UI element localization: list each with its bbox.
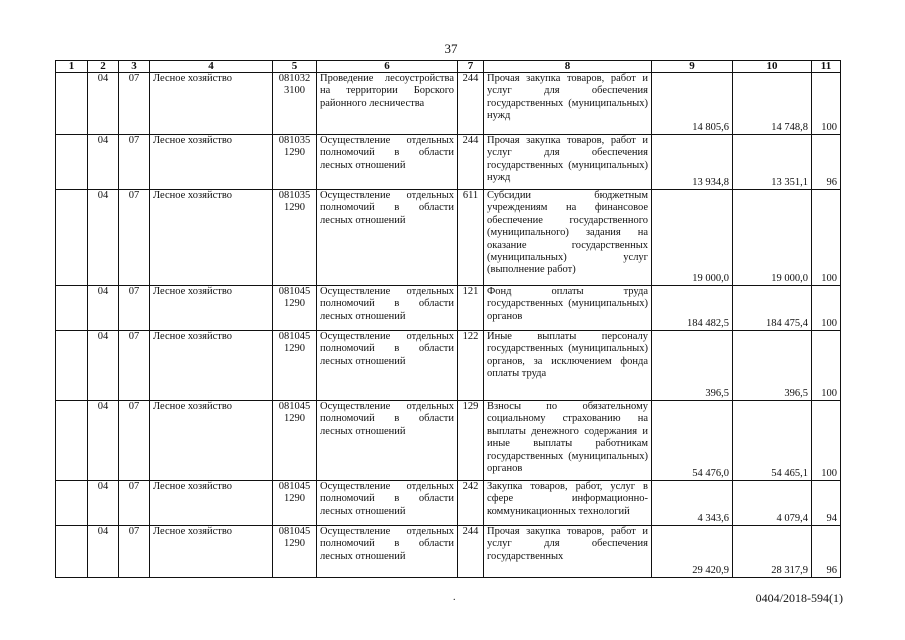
header-row bbox=[56, 61, 841, 73]
header-col-7: 7 bbox=[458, 61, 484, 73]
cell-expense-type: 242 bbox=[458, 481, 484, 526]
cell-target-name: Осуществление отдельных полномочий в области лесных отношений bbox=[317, 401, 458, 481]
cell-percent: 100 bbox=[812, 190, 841, 286]
header-col-4: 4 bbox=[150, 61, 273, 73]
cell-expense-name: Взносы по обязательному социальному страхованию на выплаты денежного содержания и иные выплаты работникам государственных (муниципальных) органов bbox=[484, 401, 652, 481]
cell-expense-type: 129 bbox=[458, 401, 484, 481]
cell-planned: 13 934,8 bbox=[652, 135, 733, 190]
table-body bbox=[56, 73, 841, 578]
cell-col-1 bbox=[56, 331, 88, 401]
cell-col-1 bbox=[56, 401, 88, 481]
cell-expense-name: Прочая закупка товаров, работ и услуг для обеспечения государственных (муниципальных) нужд bbox=[484, 73, 652, 135]
page-number: 37 bbox=[444, 41, 458, 56]
cell-actual: 4 079,4 bbox=[733, 481, 812, 526]
cell-actual: 396,5 bbox=[733, 331, 812, 401]
cell-target-code: 081045 1290 bbox=[273, 331, 317, 401]
footer-dot: . bbox=[453, 592, 456, 603]
cell-col-1 bbox=[56, 526, 88, 578]
header-col-6: 6 bbox=[317, 61, 458, 73]
header-col-5: 5 bbox=[273, 61, 317, 73]
cell-target-code: 081045 1290 bbox=[273, 526, 317, 578]
cell-target-name: Осуществление отдельных полномочий в области лесных отношений bbox=[317, 526, 458, 578]
cell-subsection: 07 bbox=[119, 526, 150, 578]
table-row bbox=[56, 190, 841, 286]
cell-planned: 184 482,5 bbox=[652, 286, 733, 331]
cell-subsection: 07 bbox=[119, 481, 150, 526]
table-row bbox=[56, 73, 841, 135]
cell-expense-name: Прочая закупка товаров, работ и услуг для обеспечения государственных (муниципальных) нужд bbox=[484, 135, 652, 190]
cell-expense-type: 244 bbox=[458, 135, 484, 190]
cell-target-code: 081045 1290 bbox=[273, 401, 317, 481]
header-col-8: 8 bbox=[484, 61, 652, 73]
cell-target-name: Осуществление отдельных полномочий в области лесных отношений bbox=[317, 481, 458, 526]
cell-col-1 bbox=[56, 286, 88, 331]
cell-percent: 100 bbox=[812, 401, 841, 481]
table-row bbox=[56, 331, 841, 401]
cell-planned: 14 805,6 bbox=[652, 73, 733, 135]
cell-section-name: Лесное хозяйство bbox=[150, 481, 273, 526]
cell-planned: 19 000,0 bbox=[652, 190, 733, 286]
cell-percent: 100 bbox=[812, 286, 841, 331]
cell-subsection: 07 bbox=[119, 286, 150, 331]
table-row bbox=[56, 286, 841, 331]
cell-expense-name: Закупка товаров, работ, услуг в сфере информационно-коммуникационных технологий bbox=[484, 481, 652, 526]
cell-section-name: Лесное хозяйство bbox=[150, 401, 273, 481]
cell-target-name: Осуществление отдельных полномочий в области лесных отношений bbox=[317, 135, 458, 190]
document-code: 0404/2018-594(1) bbox=[755, 591, 843, 605]
cell-expense-type: 244 bbox=[458, 526, 484, 578]
cell-expense-type: 122 bbox=[458, 331, 484, 401]
cell-percent: 96 bbox=[812, 526, 841, 578]
cell-subsection: 07 bbox=[119, 190, 150, 286]
cell-target-code: 081045 1290 bbox=[273, 481, 317, 526]
cell-subsection: 07 bbox=[119, 135, 150, 190]
cell-percent: 96 bbox=[812, 135, 841, 190]
cell-percent: 94 bbox=[812, 481, 841, 526]
cell-actual: 184 475,4 bbox=[733, 286, 812, 331]
header-col-10: 10 bbox=[733, 61, 812, 73]
cell-section-name: Лесное хозяйство bbox=[150, 526, 273, 578]
cell-expense-name: Прочая закупка товаров, работ и услуг для обеспечения государственных bbox=[484, 526, 652, 578]
cell-col-1 bbox=[56, 481, 88, 526]
cell-actual: 28 317,9 bbox=[733, 526, 812, 578]
cell-subsection: 07 bbox=[119, 331, 150, 401]
cell-section: 04 bbox=[88, 135, 119, 190]
cell-section-name: Лесное хозяйство bbox=[150, 190, 273, 286]
cell-actual: 13 351,1 bbox=[733, 135, 812, 190]
cell-planned: 29 420,9 bbox=[652, 526, 733, 578]
cell-target-name: Осуществление отдельных полномочий в области лесных отношений bbox=[317, 190, 458, 286]
cell-expense-type: 244 bbox=[458, 73, 484, 135]
cell-percent: 100 bbox=[812, 73, 841, 135]
cell-actual: 14 748,8 bbox=[733, 73, 812, 135]
cell-actual: 54 465,1 bbox=[733, 401, 812, 481]
header-col-3: 3 bbox=[119, 61, 150, 73]
table-row bbox=[56, 481, 841, 526]
cell-section: 04 bbox=[88, 286, 119, 331]
cell-target-code: 081035 1290 bbox=[273, 190, 317, 286]
cell-actual: 19 000,0 bbox=[733, 190, 812, 286]
cell-expense-type: 611 bbox=[458, 190, 484, 286]
header-col-9: 9 bbox=[652, 61, 733, 73]
cell-subsection: 07 bbox=[119, 73, 150, 135]
cell-target-code: 081035 1290 bbox=[273, 135, 317, 190]
table-row bbox=[56, 135, 841, 190]
cell-target-code: 081045 1290 bbox=[273, 286, 317, 331]
cell-percent: 100 bbox=[812, 331, 841, 401]
header-col-1: 1 bbox=[56, 61, 88, 73]
header-col-2: 2 bbox=[88, 61, 119, 73]
cell-target-code: 081032 3100 bbox=[273, 73, 317, 135]
budget-table bbox=[55, 60, 841, 578]
table-row bbox=[56, 526, 841, 578]
cell-section-name: Лесное хозяйство bbox=[150, 73, 273, 135]
cell-target-name: Осуществление отдельных полномочий в области лесных отношений bbox=[317, 331, 458, 401]
cell-planned: 54 476,0 bbox=[652, 401, 733, 481]
cell-target-name: Осуществление отдельных полномочий в области лесных отношений bbox=[317, 286, 458, 331]
cell-expense-name: Фонд оплаты труда государственных (муниципальных) органов bbox=[484, 286, 652, 331]
cell-planned: 396,5 bbox=[652, 331, 733, 401]
cell-section-name: Лесное хозяйство bbox=[150, 135, 273, 190]
cell-section: 04 bbox=[88, 190, 119, 286]
cell-col-1 bbox=[56, 73, 88, 135]
cell-section: 04 bbox=[88, 526, 119, 578]
cell-planned: 4 343,6 bbox=[652, 481, 733, 526]
cell-section-name: Лесное хозяйство bbox=[150, 286, 273, 331]
cell-subsection: 07 bbox=[119, 401, 150, 481]
table-row bbox=[56, 401, 841, 481]
table-header bbox=[56, 61, 841, 73]
cell-section: 04 bbox=[88, 481, 119, 526]
cell-col-1 bbox=[56, 135, 88, 190]
cell-section: 04 bbox=[88, 73, 119, 135]
cell-expense-name: Субсидии бюджетным учреждениям на финансовое обеспечение государственного (муниципального) задания на оказание государственных (муниципальных) услуг (выполнение работ) bbox=[484, 190, 652, 286]
cell-section: 04 bbox=[88, 401, 119, 481]
cell-target-name: Проведение лесоустройства на территории Борского районного лесничества bbox=[317, 73, 458, 135]
cell-section: 04 bbox=[88, 331, 119, 401]
cell-col-1 bbox=[56, 190, 88, 286]
header-col-11: 11 bbox=[812, 61, 841, 73]
cell-section-name: Лесное хозяйство bbox=[150, 331, 273, 401]
cell-expense-name: Иные выплаты персоналу государственных (муниципальных) органов, за исключением фонда оплаты труда bbox=[484, 331, 652, 401]
cell-expense-type: 121 bbox=[458, 286, 484, 331]
